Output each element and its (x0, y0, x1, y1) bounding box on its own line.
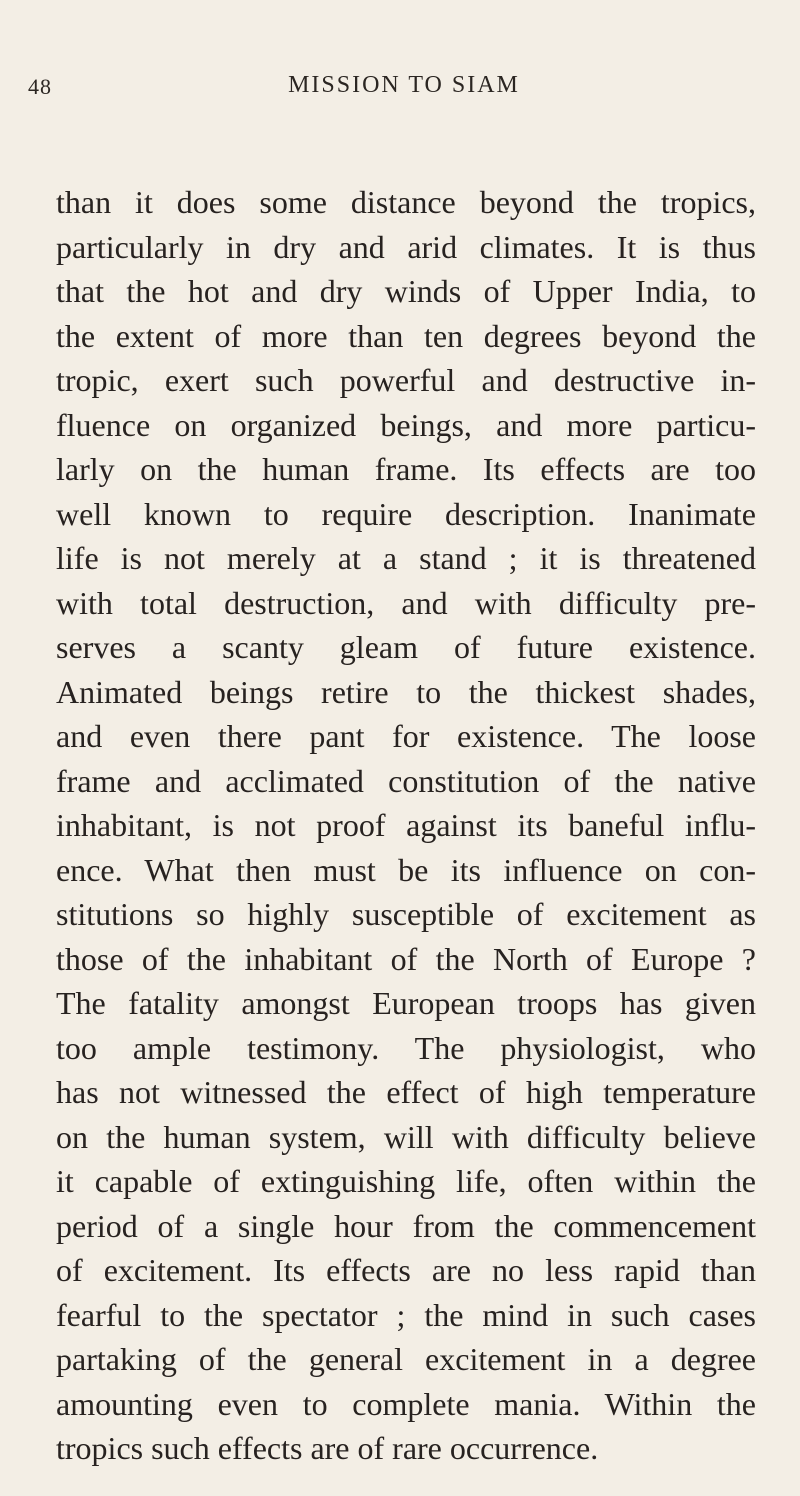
running-head (28, 64, 740, 100)
text-line: with total destruction, and with difficulty pre- (56, 584, 756, 621)
text-line: tropics such effects are of rare occurrence. (56, 1430, 599, 1466)
text-line: those of the inhabitant of the North of Europe ? (56, 940, 756, 977)
text-line: tropic, exert such powerful and destructive in- (56, 362, 756, 398)
text-line: inhabitant, is not proof against its baneful influ- (56, 807, 756, 843)
text-line: too ample testimony. The physiologist, who (56, 1029, 756, 1066)
text-line: particularly in dry and arid climates. It is thus (56, 228, 756, 265)
text-line: stitutions so highly susceptible of excitement as (56, 896, 756, 932)
text-line: period of a single hour from the commencement (56, 1207, 756, 1244)
text-line: fluence on organized beings, and more particu- (56, 406, 756, 443)
text-line: has not witnessed the effect of high temperature (56, 1074, 756, 1110)
text-line: the extent of more than ten degrees beyond the (56, 317, 756, 354)
text-line: it capable of extinguishing life, often within the (56, 1163, 756, 1199)
text-line: on the human system, will with difficulty believe (56, 1118, 756, 1155)
text-line: larly on the human frame. Its effects are too (56, 451, 756, 487)
text-line: Animated beings retire to the thickest shades, (56, 673, 756, 710)
text-line: well known to require description. Inanimate (56, 495, 756, 532)
text-line: ence. What then must be its influence on con- (56, 851, 756, 888)
running-title: MISSION TO SIAM (288, 72, 520, 98)
text-line: amounting even to complete mania. Within the (56, 1385, 756, 1422)
body-text (56, 180, 756, 1471)
text-line: life is not merely at a stand ; it is threatened (56, 540, 756, 576)
text-line: that the hot and dry winds of Upper India, to (56, 273, 756, 309)
text-line: fearful to the spectator ; the mind in such cases (56, 1296, 756, 1333)
page-number: 48 (28, 74, 52, 99)
text-line: frame and acclimated constitution of the native (56, 762, 756, 799)
text-line: of excitement. Its effects are no less rapid than (56, 1252, 756, 1288)
text-line: serves a scanty gleam of future existence. (56, 629, 756, 665)
text-line: than it does some distance beyond the tropics, (56, 184, 756, 220)
text-line: and even there pant for existence. The loose (56, 718, 756, 754)
text-line: The fatality amongst European troops has given (56, 985, 756, 1021)
text-line: partaking of the general excitement in a degree (56, 1341, 756, 1377)
